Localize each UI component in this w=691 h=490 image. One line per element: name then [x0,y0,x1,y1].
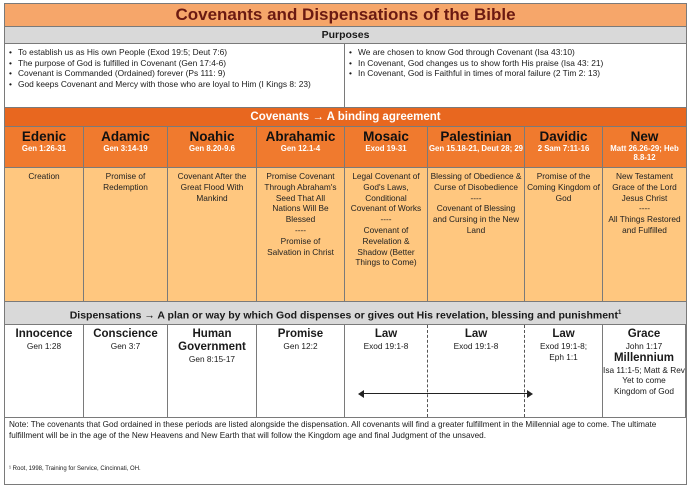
chart-sheet [4,3,687,485]
covenant-ref: Gen 1:26-31 [21,144,67,153]
note-text: Note: The covenants that God ordained in these periods are listed alongside the dispensation. All covenants will find a greater fulfillment in the Millennial age to come. The ultimate fulfillment will be in the age of the New Heavens and New Earth that will follow the Kingdom age and final Judgment of the unsaved. [9,420,657,440]
covenant-davidic-desc [525,168,603,301]
covenant-desc: Creation [28,171,60,181]
covenants-heading: Covenants → A binding agreement [5,108,686,127]
purpose-item: • We are chosen to know God through Covenant (Isa 43:10) [349,47,682,58]
covenant-ref: Matt 26.26-29; Heb 8.8-12 [610,144,679,162]
covenant-noahic-header [168,127,257,167]
covenant-davidic-header [525,127,603,167]
dispensation-ref: Gen 3:7 [110,341,141,351]
dispensation-ref: Exod 19:1-8 [453,341,499,351]
arrow-left-icon [358,390,364,398]
purpose-item: • To establish us as His own People (Exod 19:5; Deut 7:6) [9,47,340,58]
covenant-desc: New Testament Grace of the Lord Jesus Christ [612,171,677,203]
dispensations-heading-text: Dispensations → A plan or way by which God dispenses or gives out His revelation, blessing and punishment [69,309,618,322]
covenant-desc-secondary: Promise of Salvation in Christ [267,235,334,257]
covenant-separator: ---- [470,192,482,203]
dispensation-ref: Gen 8:15-17 [188,354,236,364]
covenant-separator: ---- [638,203,651,214]
covenant-name: Adamic [101,129,150,144]
covenant-desc-secondary: Covenant of Revelation & Shadow (Better Things to Come) [355,224,417,268]
dispensation-name: Human Government [178,328,246,353]
covenant-names-row [5,127,686,168]
dispensations-heading [5,302,686,325]
dispensation-ref: Exod 19:1-8; Eph 1:1 [539,341,588,362]
dispensation-ref: Exod 19:1-8 [363,341,409,351]
covenant-edenic-desc [5,168,84,301]
dispensation-name: Law [374,328,398,340]
dispensation-grace-millennium [603,325,686,417]
purpose-item: • God keeps Covenant and Mercy with those who are loyal to Him (I Kings 8: 23) [9,79,340,90]
covenant-name: New [630,129,659,144]
dispensation-name: Grace [627,328,661,340]
covenant-palestinian-desc [428,168,525,301]
purposes-right-column [345,44,686,107]
covenant-descriptions-row [5,168,686,302]
covenant-ref: Gen 12.1-4 [280,144,321,153]
covenant-ref: Gen 3:14-19 [103,144,148,153]
dispensation-human-government [168,325,257,417]
purposes-heading: Purposes [5,27,686,44]
covenant-desc-secondary: All Things Restored and Fulfilled [608,214,681,235]
dispensation-ref: Gen 1:28 [26,341,62,351]
covenant-new-header [603,127,686,167]
covenant-mosaic-desc [345,168,428,301]
covenant-desc: Legal Covenant of God's Laws, Conditional Covenant of Works [350,171,422,214]
covenant-name: Palestinian [440,129,512,144]
dispensation-name: Innocence [15,328,73,340]
law-span-arrow-line [362,393,528,394]
dispensation-ref: John 1:17 [625,341,663,351]
dispensation-name: Law [552,328,575,340]
purpose-item: • In Covenant, God is Faithful in times of moral failure (2 Tim 2: 13) [349,68,682,79]
covenant-name: Abrahamic [265,129,336,144]
dispensation-law-3 [525,325,603,417]
covenant-desc: Covenant After the Great Flood With Mankind [177,171,247,203]
dispensation-ref-tertiary: Yet to come Kingdom of God [614,375,674,396]
covenant-abrahamic-header [257,127,345,167]
purpose-item: • In Covenant, God changes us to show forth His praise (Isa 43: 21) [349,58,682,69]
page-title: Covenants and Dispensations of the Bible [5,4,686,27]
covenant-ref: Exod 19-31 [365,144,407,153]
footnote-text: ¹ Root, 1998, Training for Service, Cincinnati, OH. [9,466,141,472]
covenant-desc: Promise of Redemption [103,171,148,192]
covenant-ref: Gen 15.18-21, Deut 28; 29 [428,144,524,153]
footnote-marker: 1 [617,310,622,316]
covenant-adamic-desc [84,168,168,301]
covenant-separator: ---- [380,214,392,225]
dispensation-promise [257,325,345,417]
covenant-separator: ---- [294,224,307,235]
covenant-mosaic-header [345,127,428,167]
dispensation-name: Law [464,328,488,340]
dispensation-ref: Gen 12:2 [283,341,318,351]
purpose-item: • The purpose of God is fulfilled in Covenant (Gen 17:4-6) [9,58,340,69]
covenant-name: Noahic [189,129,235,144]
covenant-new-desc [603,168,686,301]
covenant-desc-secondary: Covenant of Blessing and Cursing in the New Land [432,203,520,235]
purposes-section [5,44,686,108]
covenant-desc: Blessing of Obedience & Curse of Disobedience [430,171,522,192]
dispensation-innocence [5,325,84,417]
covenant-ref: 2 Sam 7:11-16 [537,144,590,153]
covenant-edenic-header [5,127,84,167]
dispensation-law-1 [345,325,428,417]
covenant-desc: Promise of the Coming Kingdom of God [527,171,600,203]
dispensations-row [5,325,686,418]
arrow-right-icon [527,390,533,398]
covenant-desc: Promise Covenant Through Abraham's Seed That All Nations Will Be Blessed [264,171,337,225]
covenant-abrahamic-desc [257,168,345,301]
dispensation-conscience [84,325,168,417]
dispensation-law-2 [428,325,525,417]
covenant-name: Mosaic [363,129,409,144]
dispensation-ref-secondary: Isa 11:1-5; Matt & Rev [603,364,685,375]
covenant-name: Edenic [21,129,67,144]
dispensation-name-secondary: Millennium [613,351,675,364]
covenant-noahic-desc [168,168,257,301]
dispensation-name: Conscience [93,328,158,340]
dispensation-name: Promise [277,328,324,340]
covenant-palestinian-header [428,127,525,167]
covenant-name: Davidic [539,129,588,144]
covenant-ref: Gen 8.20-9.6 [189,144,235,153]
covenant-adamic-header [84,127,168,167]
purposes-left-column [5,44,345,107]
purpose-item: • Covenant is Commanded (Ordained) forever (Ps 111: 9) [9,68,340,79]
